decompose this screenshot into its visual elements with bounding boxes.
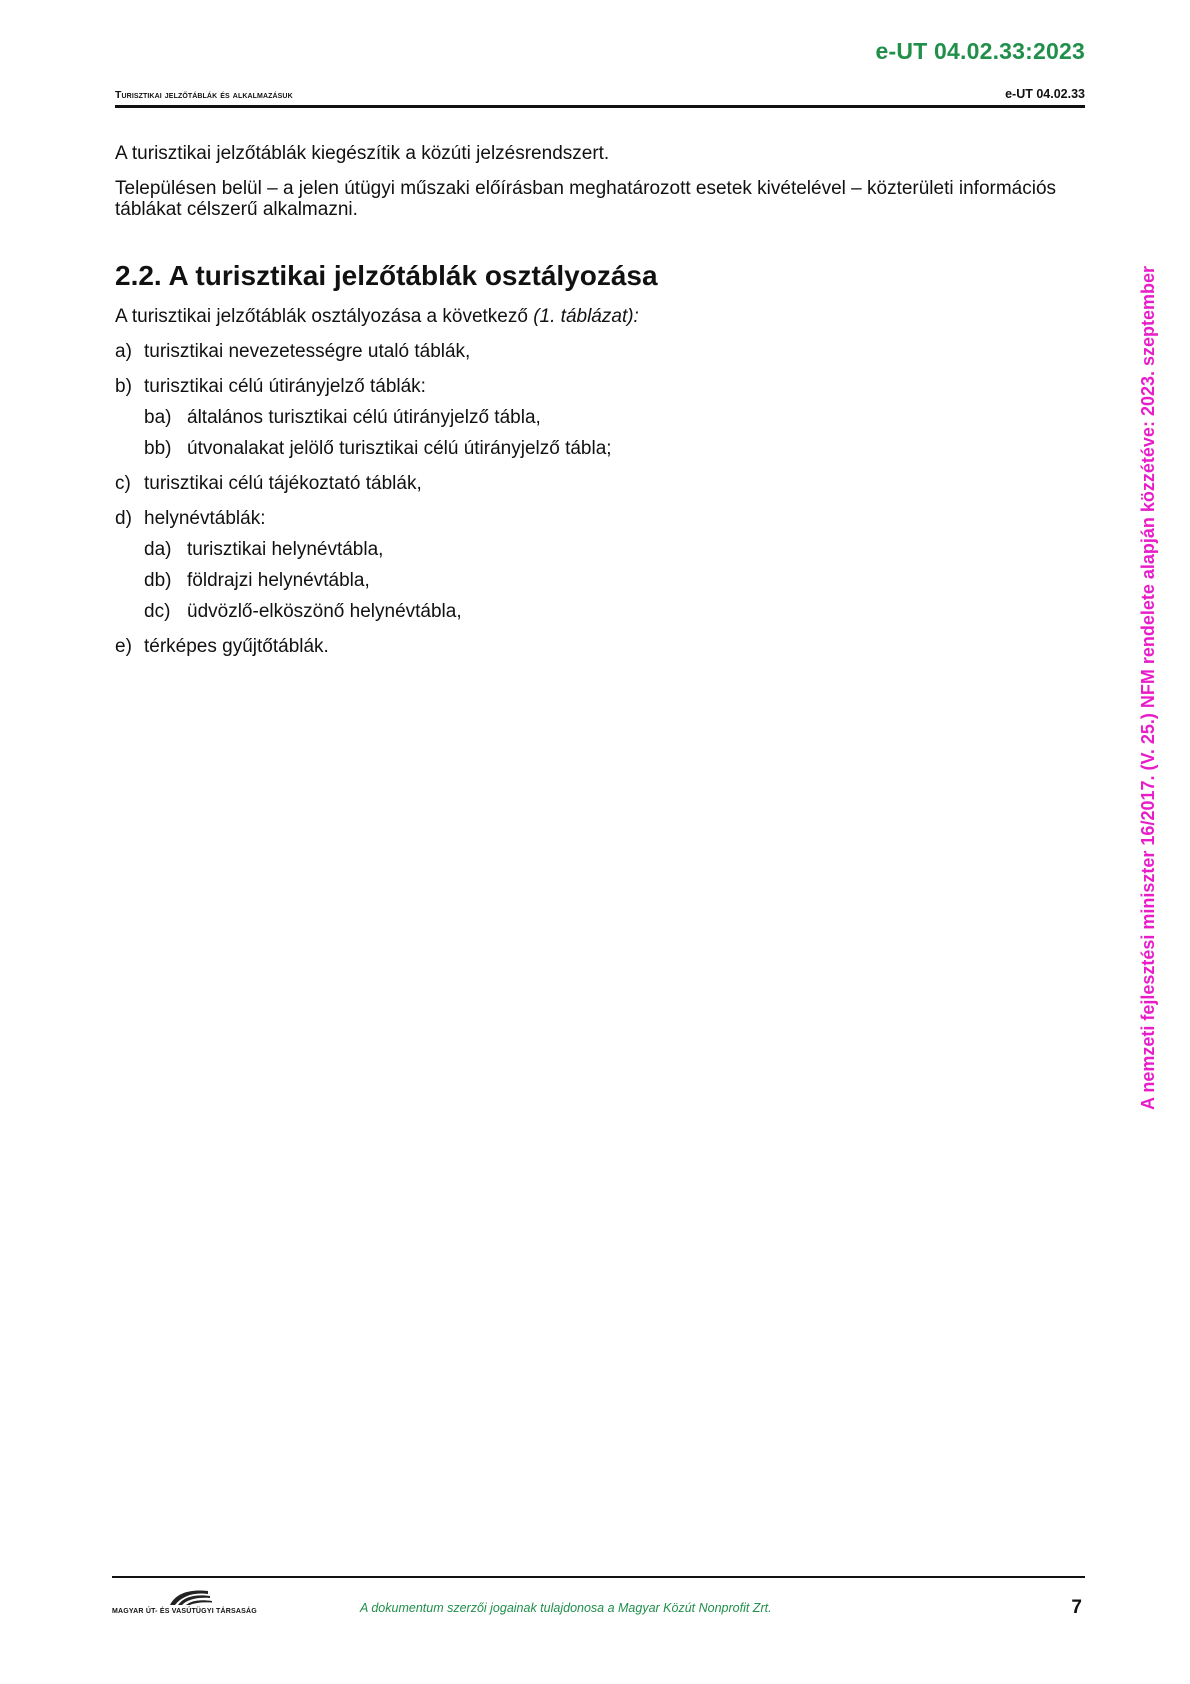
list-item-b bbox=[115, 376, 1085, 397]
section-heading: 2.2. A turisztikai jelzőtáblák osztályozása bbox=[115, 260, 658, 291]
list-item-label: da) bbox=[144, 539, 172, 560]
footer-divider bbox=[112, 1576, 1085, 1578]
list-item-text: földrajzi helynévtábla, bbox=[187, 570, 370, 591]
document-code-stamp: e-UT 04.02.33:2023 bbox=[875, 38, 1085, 64]
paragraph-intro-2: Településen belül – a jelen útügyi műszaki előírásban meghatározott esetek kivételével – közterületi információs táblákat célszerű alkalmazni. bbox=[115, 178, 1057, 220]
header-title: Turisztikai jelzőtáblák és alkalmazásuk bbox=[115, 89, 293, 101]
list-item-text: turisztikai helynévtábla, bbox=[187, 539, 384, 560]
copyright-notice: A dokumentum szerzői jogainak tulajdonosa a Magyar Közút Nonprofit Zrt. bbox=[360, 1601, 772, 1615]
list-item-bb bbox=[144, 438, 1085, 469]
sublist-d bbox=[144, 539, 1085, 632]
classification-intro-text: A turisztikai jelzőtáblák osztályozása a következő bbox=[115, 306, 534, 327]
list-item-text: üdvözlő-elköszönő helynévtábla, bbox=[187, 601, 462, 622]
list-item-text: térképes gyűjtőtáblák. bbox=[144, 636, 329, 657]
page-body bbox=[115, 143, 1085, 671]
list-item-text: turisztikai nevezetességre utaló táblák, bbox=[144, 341, 471, 362]
list-item-a bbox=[115, 341, 1085, 362]
list-item-label: b) bbox=[115, 376, 132, 397]
table-reference: (1. táblázat): bbox=[533, 306, 639, 327]
sublist-b bbox=[144, 407, 1085, 469]
list-item-e bbox=[115, 636, 1085, 657]
list-item-da bbox=[144, 539, 1085, 570]
list-item-label: dc) bbox=[144, 601, 171, 622]
page-header bbox=[115, 83, 1085, 108]
list-item-text: turisztikai célú tájékoztató táblák, bbox=[144, 473, 422, 494]
logo-emblem-icon bbox=[112, 1587, 262, 1607]
list-item-label: ba) bbox=[144, 407, 172, 428]
publication-watermark: A nemzeti fejlesztési miniszter 16/2017. (V. 25.) NFM rendelete alapján közzétéve: 2023. szeptember bbox=[1138, 265, 1158, 1110]
list-item-label: bb) bbox=[144, 438, 172, 459]
page-number: 7 bbox=[1071, 1597, 1082, 1618]
list-item-text: útvonalakat jelölő turisztikai célú útirányjelző tábla; bbox=[187, 438, 612, 459]
list-item-db bbox=[144, 570, 1085, 601]
list-item-d bbox=[115, 508, 1085, 529]
paragraph-intro-1: A turisztikai jelzőtáblák kiegészítik a közúti jelzésrendszert. bbox=[115, 143, 610, 164]
header-code: e-UT 04.02.33 bbox=[1005, 87, 1085, 101]
list-item-text: helynévtáblák: bbox=[144, 508, 266, 529]
list-item-text: általános turisztikai célú útirányjelző tábla, bbox=[187, 407, 541, 428]
logo-text: MAGYAR ÚT- ÉS VASÚTÜGYI TÁRSASÁG bbox=[112, 1608, 257, 1615]
list-item-label: c) bbox=[115, 473, 131, 494]
list-item-label: e) bbox=[115, 636, 132, 657]
list-item-c bbox=[115, 473, 1085, 494]
classification-intro bbox=[115, 306, 1085, 327]
society-logo bbox=[112, 1587, 262, 1615]
list-item-label: db) bbox=[144, 570, 172, 591]
list-item-label: d) bbox=[115, 508, 132, 529]
list-item-label: a) bbox=[115, 341, 132, 362]
list-item-text: turisztikai célú útirányjelző táblák: bbox=[144, 376, 426, 397]
list-item-dc bbox=[144, 601, 1085, 632]
list-item-ba bbox=[144, 407, 1085, 438]
